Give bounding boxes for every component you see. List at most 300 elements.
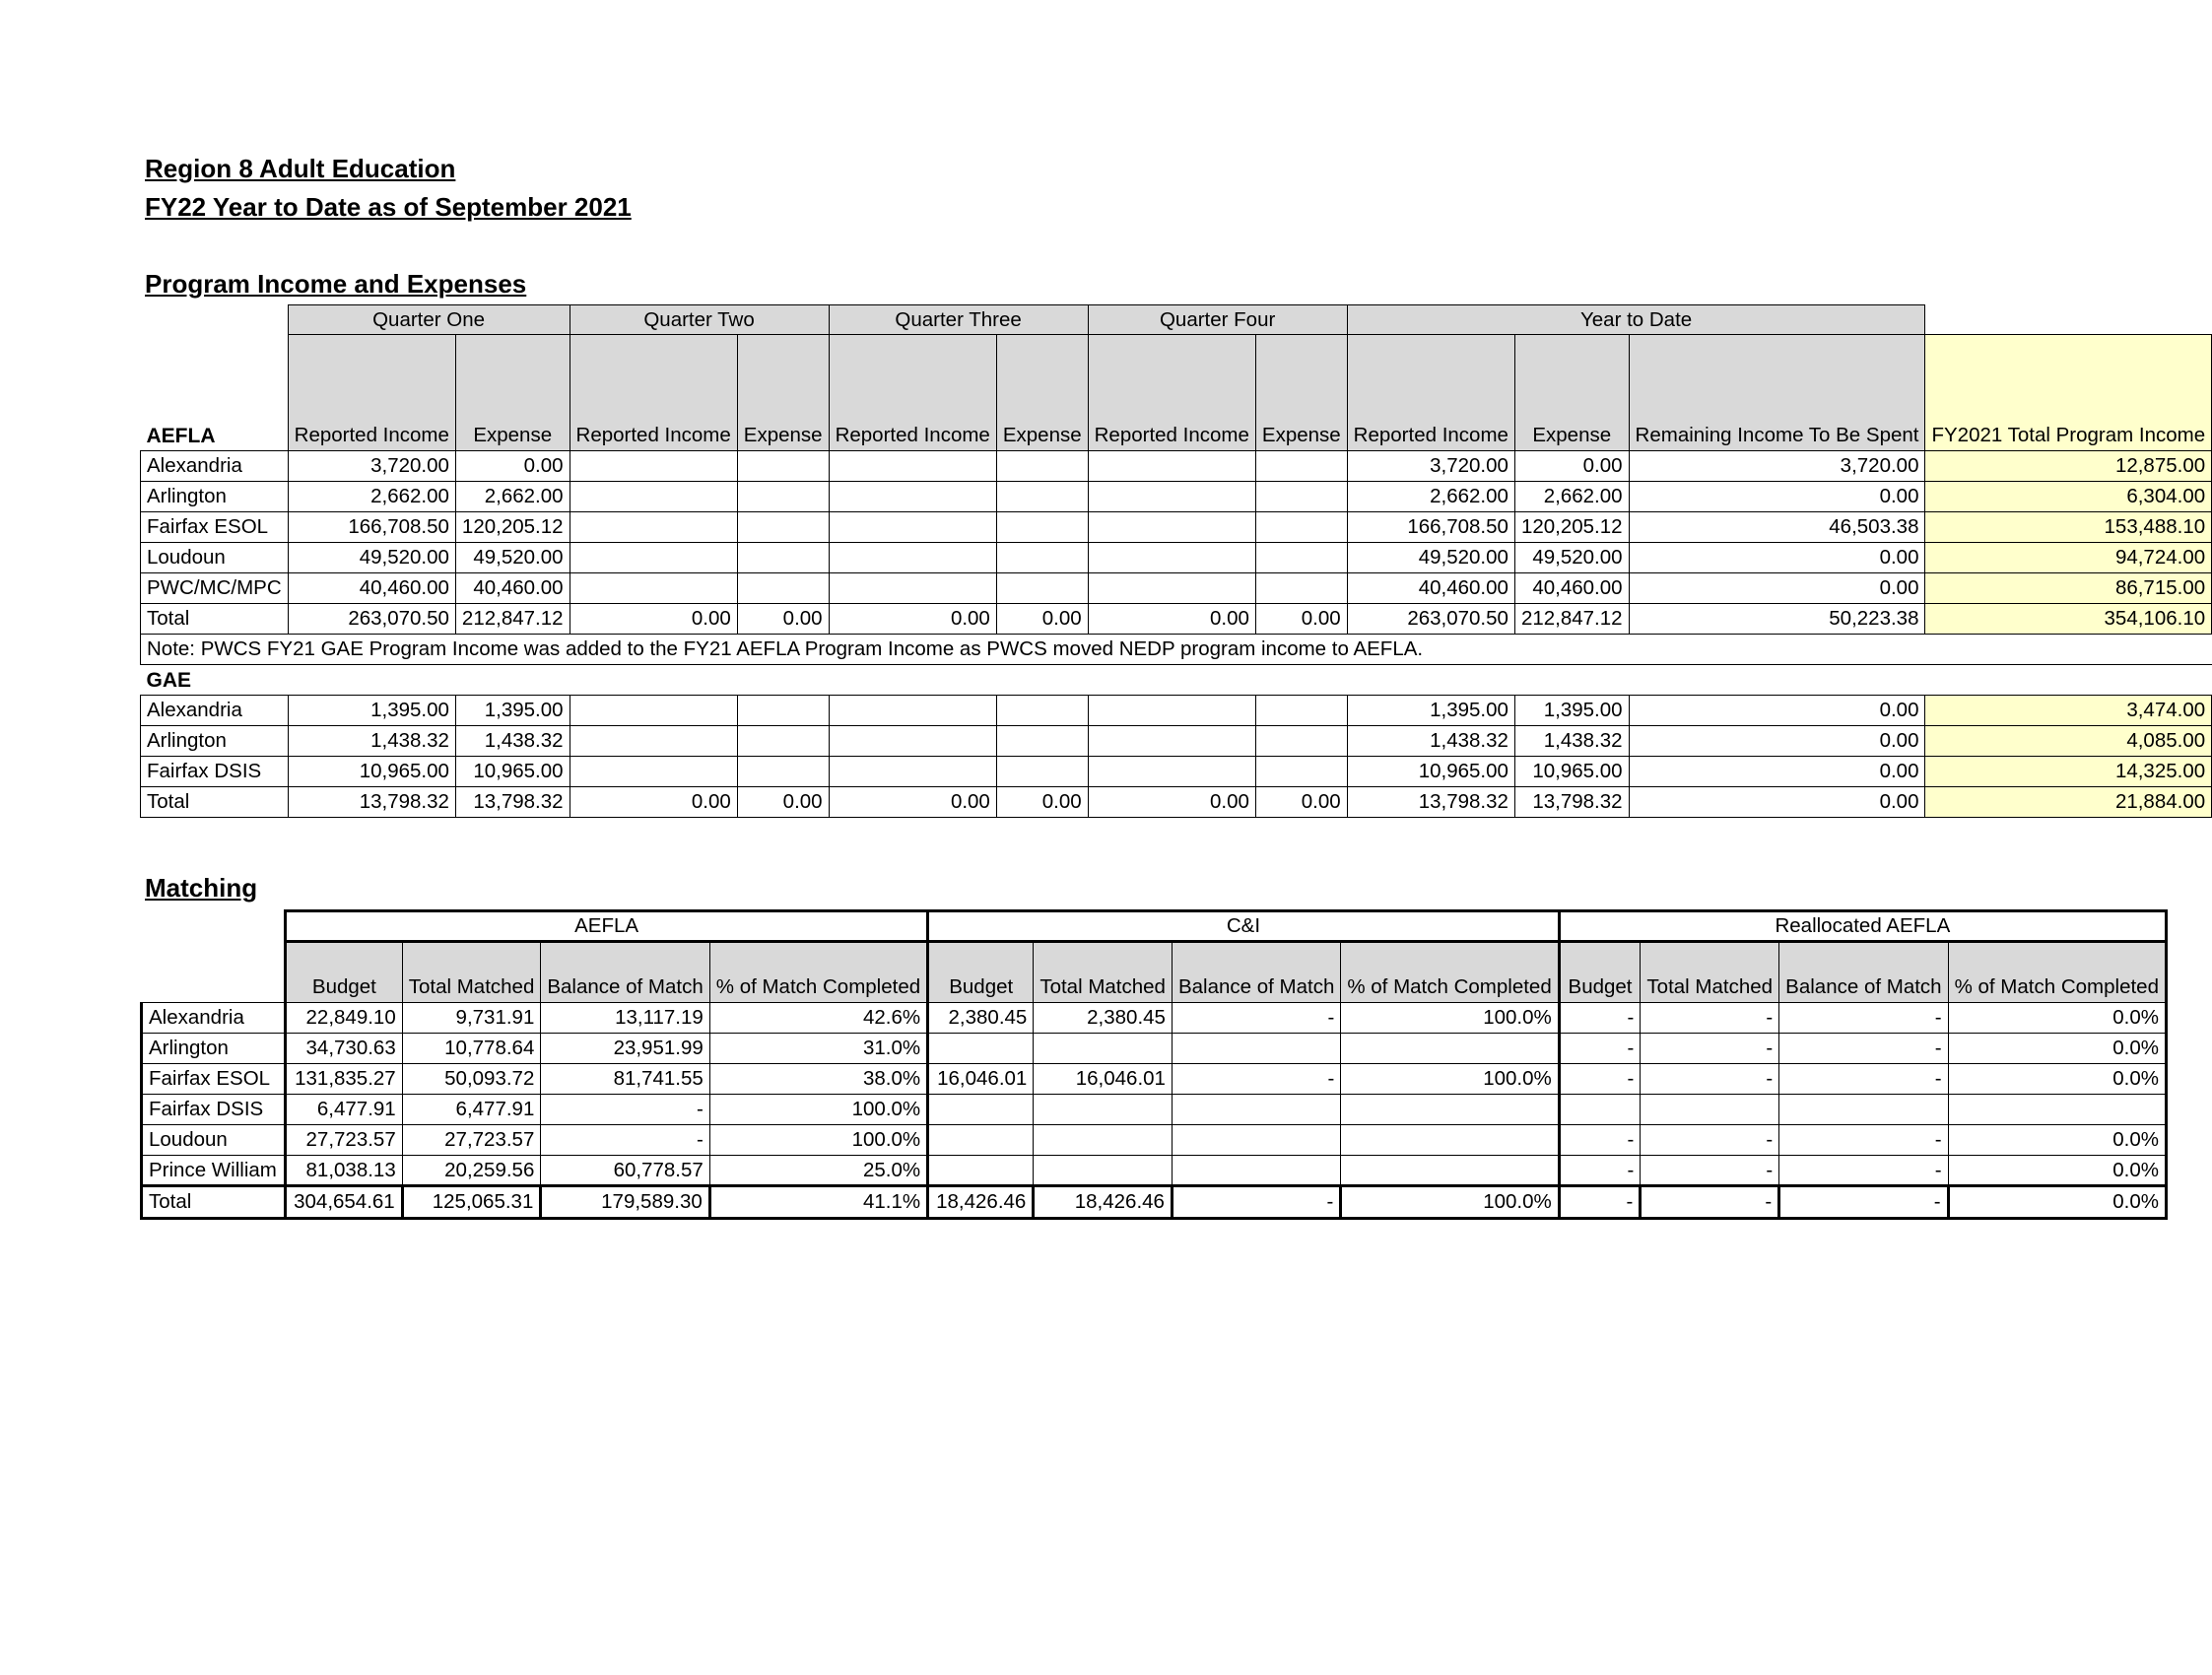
group-header: Quarter Two xyxy=(570,305,829,335)
table-cell xyxy=(1255,482,1347,512)
income-column-header-row xyxy=(141,335,2212,451)
col-header-expense: Expense xyxy=(1514,335,1629,451)
table-cell: 20,259.56 xyxy=(402,1156,541,1186)
table-row xyxy=(141,604,2212,635)
table-row xyxy=(141,482,2212,512)
table-cell: 0.00 xyxy=(829,604,996,635)
table-cell xyxy=(570,573,737,604)
matching-group-header-row xyxy=(142,911,2167,942)
table-cell xyxy=(737,543,829,573)
blank-cell xyxy=(570,665,737,696)
blank-cell xyxy=(142,942,286,1003)
table-cell: - xyxy=(1779,1186,1948,1219)
table-cell xyxy=(1088,512,1255,543)
table-cell: - xyxy=(1641,1186,1779,1219)
table-cell: 0.00 xyxy=(1629,726,1925,757)
table-cell: 9,731.91 xyxy=(402,1003,541,1034)
table-cell: - xyxy=(1779,1003,1948,1034)
group-header: Quarter One xyxy=(288,305,570,335)
table-cell: 0.00 xyxy=(829,787,996,818)
col-header: Total Matched xyxy=(402,942,541,1003)
table-cell: 212,847.12 xyxy=(1514,604,1629,635)
row-label: Arlington xyxy=(141,482,289,512)
table-cell: - xyxy=(1641,1034,1779,1064)
table-cell: 0.0% xyxy=(1948,1064,2166,1095)
table-row xyxy=(141,573,2212,604)
table-cell: 13,117.19 xyxy=(541,1003,709,1034)
table-cell: 0.00 xyxy=(1629,787,1925,818)
row-label: Fairfax ESOL xyxy=(141,512,289,543)
table-cell: 0.00 xyxy=(1629,757,1925,787)
table-cell xyxy=(1088,543,1255,573)
table-cell: 0.0% xyxy=(1948,1003,2166,1034)
blank-cell xyxy=(1255,665,1347,696)
table-cell: - xyxy=(1559,1156,1641,1186)
row-label: Total xyxy=(141,787,289,818)
table-cell: 13,798.32 xyxy=(288,787,455,818)
table-cell: 34,730.63 xyxy=(286,1034,403,1064)
col-header: Total Matched xyxy=(1641,942,1779,1003)
blank-cell xyxy=(455,665,570,696)
col-header: % of Match Completed xyxy=(709,942,927,1003)
note-row xyxy=(141,635,2212,665)
table-cell: 263,070.50 xyxy=(288,604,455,635)
table-cell xyxy=(1034,1095,1173,1125)
table-cell: 81,038.13 xyxy=(286,1156,403,1186)
table-cell xyxy=(1088,696,1255,726)
group-header: AEFLA xyxy=(286,911,928,942)
table-cell xyxy=(1559,1095,1641,1125)
table-cell: 14,325.00 xyxy=(1925,757,2212,787)
table-cell: - xyxy=(1559,1064,1641,1095)
table-cell: - xyxy=(1641,1064,1779,1095)
row-label: Fairfax DSIS xyxy=(142,1095,286,1125)
row-label: Alexandria xyxy=(141,451,289,482)
table-cell: 10,965.00 xyxy=(455,757,570,787)
table-cell: 131,835.27 xyxy=(286,1064,403,1095)
table-cell: 2,662.00 xyxy=(455,482,570,512)
table-cell: 18,426.46 xyxy=(928,1186,1034,1219)
table-cell: 49,520.00 xyxy=(1347,543,1514,573)
table-cell: - xyxy=(1641,1156,1779,1186)
table-cell: 38.0% xyxy=(709,1064,927,1095)
table-cell: 2,380.45 xyxy=(928,1003,1034,1034)
table-cell xyxy=(737,757,829,787)
table-cell xyxy=(1034,1034,1173,1064)
table-cell: 13,798.32 xyxy=(1347,787,1514,818)
table-cell: 6,477.91 xyxy=(286,1095,403,1125)
total-row xyxy=(142,1186,2167,1219)
table-cell: 40,460.00 xyxy=(1514,573,1629,604)
income-table xyxy=(140,304,2212,818)
table-cell: 42.6% xyxy=(709,1003,927,1034)
col-header: Budget xyxy=(1559,942,1641,1003)
row-label: Fairfax DSIS xyxy=(141,757,289,787)
table-cell: 263,070.50 xyxy=(1347,604,1514,635)
report-title: Region 8 Adult Education xyxy=(145,154,456,183)
table-cell: 1,395.00 xyxy=(1514,696,1629,726)
group-header: Year to Date xyxy=(1347,305,1925,335)
table-cell: 1,395.00 xyxy=(288,696,455,726)
table-row xyxy=(142,1003,2167,1034)
table-cell: - xyxy=(1641,1125,1779,1156)
group-header: Quarter Three xyxy=(829,305,1088,335)
table-cell xyxy=(737,482,829,512)
table-cell xyxy=(1172,1095,1340,1125)
matching-column-header-row xyxy=(142,942,2167,1003)
table-cell xyxy=(737,696,829,726)
table-cell xyxy=(1341,1095,1559,1125)
col-header: Balance of Match xyxy=(1779,942,1948,1003)
table-cell xyxy=(1948,1095,2166,1125)
table-cell: 81,741.55 xyxy=(541,1064,709,1095)
table-cell xyxy=(1255,726,1347,757)
table-cell xyxy=(570,696,737,726)
row-label: Loudoun xyxy=(141,543,289,573)
table-cell: 166,708.50 xyxy=(1347,512,1514,543)
col-header: % of Match Completed xyxy=(1341,942,1559,1003)
table-cell: 10,965.00 xyxy=(288,757,455,787)
table-cell: - xyxy=(1559,1003,1641,1034)
blank-cell xyxy=(1088,665,1255,696)
table-cell xyxy=(1255,512,1347,543)
table-cell xyxy=(1341,1156,1559,1186)
matching-section-title: Matching xyxy=(145,873,258,903)
table-cell: 0.00 xyxy=(570,787,737,818)
row-label: Arlington xyxy=(141,726,289,757)
table-cell xyxy=(829,482,996,512)
table-cell: 23,951.99 xyxy=(541,1034,709,1064)
table-cell: 40,460.00 xyxy=(1347,573,1514,604)
group-header: Reallocated AEFLA xyxy=(1559,911,2166,942)
blank-cell xyxy=(1514,665,1629,696)
table-cell: 13,798.32 xyxy=(1514,787,1629,818)
table-cell: - xyxy=(1559,1034,1641,1064)
col-header-reported: Reported Income xyxy=(1347,335,1514,451)
aefla-label: AEFLA xyxy=(146,425,216,447)
table-cell xyxy=(1088,726,1255,757)
table-cell: 100.0% xyxy=(709,1095,927,1125)
group-header: Quarter Four xyxy=(1088,305,1347,335)
table-cell: 100.0% xyxy=(1341,1186,1559,1219)
table-cell xyxy=(1034,1125,1173,1156)
table-cell: 12,875.00 xyxy=(1925,451,2212,482)
table-cell: - xyxy=(1172,1186,1340,1219)
table-cell xyxy=(928,1156,1034,1186)
table-cell: - xyxy=(1172,1064,1340,1095)
table-cell xyxy=(996,573,1088,604)
table-cell: 10,778.64 xyxy=(402,1034,541,1064)
table-cell: - xyxy=(1779,1064,1948,1095)
table-cell: 120,205.12 xyxy=(1514,512,1629,543)
table-cell xyxy=(1779,1095,1948,1125)
table-cell: 25.0% xyxy=(709,1156,927,1186)
table-cell xyxy=(1341,1034,1559,1064)
table-cell: 0.00 xyxy=(1514,451,1629,482)
table-cell xyxy=(570,726,737,757)
table-cell: 18,426.46 xyxy=(1034,1186,1173,1219)
table-cell xyxy=(737,726,829,757)
table-cell xyxy=(737,573,829,604)
income-section-title: Program Income and Expenses xyxy=(145,269,527,299)
table-cell xyxy=(829,543,996,573)
table-cell: - xyxy=(1779,1125,1948,1156)
table-cell: 153,488.10 xyxy=(1925,512,2212,543)
table-cell: 120,205.12 xyxy=(455,512,570,543)
col-header-fy2021: FY2021 Total Program Income xyxy=(1925,335,2212,451)
table-cell xyxy=(996,482,1088,512)
blank-cell xyxy=(1925,665,2212,696)
table-cell xyxy=(1641,1095,1779,1125)
table-row xyxy=(141,696,2212,726)
table-cell xyxy=(996,451,1088,482)
table-cell xyxy=(1255,451,1347,482)
table-row xyxy=(142,1095,2167,1125)
table-cell: 6,477.91 xyxy=(402,1095,541,1125)
blank-cell xyxy=(1925,305,2212,335)
table-cell: 22,849.10 xyxy=(286,1003,403,1034)
table-cell: 304,654.61 xyxy=(286,1186,403,1219)
col-header-reported: Reported Income xyxy=(829,335,996,451)
table-cell: 179,589.30 xyxy=(541,1186,709,1219)
table-cell: 27,723.57 xyxy=(286,1125,403,1156)
table-cell xyxy=(829,512,996,543)
table-cell xyxy=(996,757,1088,787)
table-cell: 13,798.32 xyxy=(455,787,570,818)
table-cell: 3,474.00 xyxy=(1925,696,2212,726)
table-cell: 16,046.01 xyxy=(928,1064,1034,1095)
table-cell: 1,395.00 xyxy=(455,696,570,726)
table-row xyxy=(141,757,2212,787)
matching-table xyxy=(140,909,2168,1220)
table-cell xyxy=(737,512,829,543)
table-cell: 49,520.00 xyxy=(288,543,455,573)
report-subtitle: FY22 Year to Date as of September 2021 xyxy=(145,192,632,222)
table-cell: 46,503.38 xyxy=(1629,512,1925,543)
table-cell: 1,438.32 xyxy=(455,726,570,757)
col-header: Budget xyxy=(928,942,1034,1003)
income-group-header-row xyxy=(141,305,2212,335)
table-cell: 125,065.31 xyxy=(402,1186,541,1219)
table-cell: 100.0% xyxy=(1341,1064,1559,1095)
table-cell: 0.0% xyxy=(1948,1186,2166,1219)
table-cell: 0.00 xyxy=(737,604,829,635)
table-cell: - xyxy=(1559,1125,1641,1156)
table-cell: 60,778.57 xyxy=(541,1156,709,1186)
table-cell xyxy=(570,451,737,482)
table-cell: 100.0% xyxy=(709,1125,927,1156)
table-cell: 0.0% xyxy=(1948,1156,2166,1186)
table-row xyxy=(141,787,2212,818)
table-cell: 0.00 xyxy=(996,604,1088,635)
table-cell: 1,395.00 xyxy=(1347,696,1514,726)
table-cell: 0.00 xyxy=(1088,787,1255,818)
table-cell: - xyxy=(1559,1186,1641,1219)
table-cell: 0.00 xyxy=(1629,696,1925,726)
table-cell: - xyxy=(541,1095,709,1125)
table-cell: - xyxy=(541,1125,709,1156)
table-cell: - xyxy=(1641,1003,1779,1034)
blank-cell xyxy=(829,665,996,696)
table-cell: 27,723.57 xyxy=(402,1125,541,1156)
table-cell: 2,662.00 xyxy=(1347,482,1514,512)
col-header-expense: Expense xyxy=(1255,335,1347,451)
table-cell: 0.00 xyxy=(1629,573,1925,604)
table-cell: - xyxy=(1779,1034,1948,1064)
table-cell: 41.1% xyxy=(709,1186,927,1219)
table-cell: 0.0% xyxy=(1948,1034,2166,1064)
col-header: Total Matched xyxy=(1034,942,1173,1003)
table-row xyxy=(142,1156,2167,1186)
table-cell xyxy=(1034,1156,1173,1186)
table-cell xyxy=(996,512,1088,543)
col-header: % of Match Completed xyxy=(1948,942,2166,1003)
table-cell: 4,085.00 xyxy=(1925,726,2212,757)
table-cell xyxy=(928,1125,1034,1156)
gae-label: GAE xyxy=(146,669,192,692)
table-cell: 21,884.00 xyxy=(1925,787,2212,818)
row-label: Fairfax ESOL xyxy=(142,1064,286,1095)
gae-label-row xyxy=(141,665,2212,696)
table-cell xyxy=(1341,1125,1559,1156)
table-cell: 50,093.72 xyxy=(402,1064,541,1095)
table-row xyxy=(142,1034,2167,1064)
table-cell xyxy=(1088,757,1255,787)
table-cell: 0.00 xyxy=(455,451,570,482)
table-cell xyxy=(570,757,737,787)
table-cell xyxy=(1255,573,1347,604)
table-row xyxy=(141,451,2212,482)
table-cell xyxy=(996,726,1088,757)
blank-cell xyxy=(142,911,286,942)
table-cell: 0.00 xyxy=(1629,543,1925,573)
table-cell xyxy=(996,696,1088,726)
row-label: Loudoun xyxy=(142,1125,286,1156)
table-cell xyxy=(570,512,737,543)
table-cell: 100.0% xyxy=(1341,1003,1559,1034)
table-cell: 49,520.00 xyxy=(1514,543,1629,573)
table-cell: 3,720.00 xyxy=(1347,451,1514,482)
table-cell: 1,438.32 xyxy=(288,726,455,757)
table-cell: 3,720.00 xyxy=(288,451,455,482)
table-cell: 2,662.00 xyxy=(288,482,455,512)
table-row xyxy=(142,1064,2167,1095)
table-cell: 0.00 xyxy=(570,604,737,635)
table-cell: 212,847.12 xyxy=(455,604,570,635)
col-header-expense: Expense xyxy=(455,335,570,451)
table-cell: 94,724.00 xyxy=(1925,543,2212,573)
col-header-reported: Reported Income xyxy=(570,335,737,451)
row-label: Alexandria xyxy=(141,696,289,726)
table-row xyxy=(141,512,2212,543)
table-cell: 6,304.00 xyxy=(1925,482,2212,512)
table-cell: 10,965.00 xyxy=(1347,757,1514,787)
table-cell: 40,460.00 xyxy=(288,573,455,604)
table-cell: 0.00 xyxy=(1255,787,1347,818)
table-row xyxy=(141,543,2212,573)
table-cell: 86,715.00 xyxy=(1925,573,2212,604)
row-label: Total xyxy=(142,1186,286,1219)
table-cell: 0.0% xyxy=(1948,1125,2166,1156)
table-cell: 0.00 xyxy=(1088,604,1255,635)
col-header: Budget xyxy=(286,942,403,1003)
note-text: Note: PWCS FY21 GAE Program Income was added to the FY21 AEFLA Program Income as PWCS moved NEDP program income to AEFLA. xyxy=(141,635,2212,665)
table-cell xyxy=(570,482,737,512)
table-cell xyxy=(1255,757,1347,787)
table-cell: 1,438.32 xyxy=(1514,726,1629,757)
col-header-remaining: Remaining Income To Be Spent xyxy=(1629,335,1925,451)
table-row xyxy=(141,726,2212,757)
table-cell xyxy=(928,1034,1034,1064)
table-cell: 10,965.00 xyxy=(1514,757,1629,787)
blank-cell xyxy=(996,665,1088,696)
col-header: Balance of Match xyxy=(541,942,709,1003)
table-cell xyxy=(1088,482,1255,512)
table-cell xyxy=(570,543,737,573)
table-cell xyxy=(1255,696,1347,726)
table-cell xyxy=(829,726,996,757)
table-row xyxy=(142,1125,2167,1156)
table-cell xyxy=(1172,1034,1340,1064)
table-cell: 49,520.00 xyxy=(455,543,570,573)
table-cell: - xyxy=(1779,1156,1948,1186)
table-cell: 166,708.50 xyxy=(288,512,455,543)
table-cell: 1,438.32 xyxy=(1347,726,1514,757)
table-cell xyxy=(928,1095,1034,1125)
table-cell xyxy=(829,696,996,726)
row-label: Arlington xyxy=(142,1034,286,1064)
table-cell xyxy=(829,573,996,604)
table-cell: 31.0% xyxy=(709,1034,927,1064)
table-cell: 40,460.00 xyxy=(455,573,570,604)
table-cell xyxy=(1088,451,1255,482)
table-cell xyxy=(829,757,996,787)
row-label: Alexandria xyxy=(142,1003,286,1034)
table-cell xyxy=(737,451,829,482)
table-cell: 0.00 xyxy=(1255,604,1347,635)
table-cell xyxy=(1255,543,1347,573)
col-header-expense: Expense xyxy=(737,335,829,451)
blank-cell xyxy=(737,665,829,696)
table-cell: 0.00 xyxy=(737,787,829,818)
table-cell: 354,106.10 xyxy=(1925,604,2212,635)
table-cell xyxy=(1088,573,1255,604)
table-cell: 16,046.01 xyxy=(1034,1064,1173,1095)
table-cell: 0.00 xyxy=(996,787,1088,818)
col-header: Balance of Match xyxy=(1172,942,1340,1003)
table-cell xyxy=(1172,1156,1340,1186)
table-cell: 0.00 xyxy=(1629,482,1925,512)
table-cell: - xyxy=(1172,1003,1340,1034)
row-label: Total xyxy=(141,604,289,635)
table-cell xyxy=(829,451,996,482)
row-label: PWC/MC/MPC xyxy=(141,573,289,604)
table-cell xyxy=(1172,1125,1340,1156)
col-header-expense: Expense xyxy=(996,335,1088,451)
table-cell: 3,720.00 xyxy=(1629,451,1925,482)
blank-cell xyxy=(288,665,455,696)
col-header-reported: Reported Income xyxy=(1088,335,1255,451)
row-label: Prince William xyxy=(142,1156,286,1186)
table-cell: 50,223.38 xyxy=(1629,604,1925,635)
group-header: C&I xyxy=(928,911,1560,942)
blank-cell xyxy=(1347,665,1514,696)
table-cell: 2,662.00 xyxy=(1514,482,1629,512)
table-cell: 2,380.45 xyxy=(1034,1003,1173,1034)
col-header-reported: Reported Income xyxy=(288,335,455,451)
blank-cell xyxy=(1629,665,1925,696)
table-cell xyxy=(996,543,1088,573)
